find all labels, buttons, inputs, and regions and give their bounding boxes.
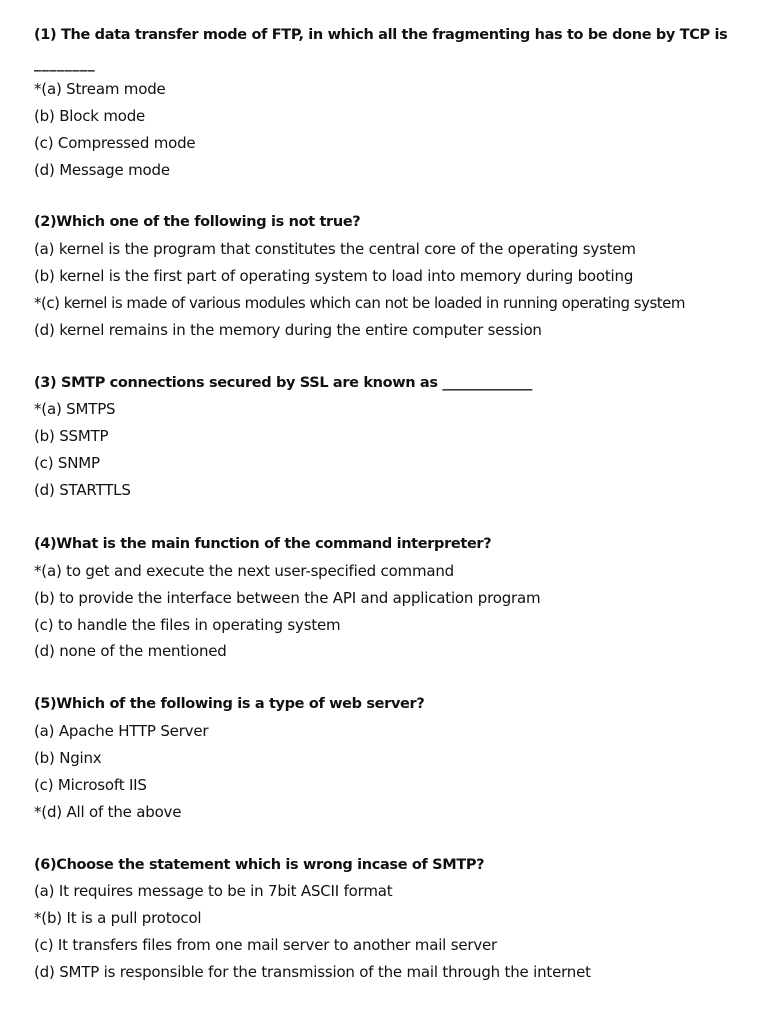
- question-2-prompt: (2)Which one of the following is not true?: [34, 214, 361, 230]
- question-1-option-b: (b) Block mode: [34, 107, 146, 125]
- question-4-option-a: *(a) to get and execute the next user-specified command: [34, 562, 454, 580]
- question-1-option-a: *(a) Stream mode: [34, 80, 166, 98]
- question-1-prompt: (1) The data transfer mode of FTP, in which all the fragmenting has to be done by TCP is: [34, 27, 728, 43]
- question-4-option-c: (c) to handle the files in operating system: [34, 616, 341, 634]
- question-1-option-d: (d) Message mode: [34, 161, 170, 179]
- question-2-option-c: *(c) kernel is made of various modules which can not be loaded in running operating system: [34, 294, 685, 312]
- question-3-option-d: (d) STARTTLS: [34, 481, 131, 499]
- question-3-option-c: (c) SNMP: [34, 454, 100, 472]
- question-5-option-a: (a) Apache HTTP Server: [34, 722, 209, 740]
- question-4-option-d: (d) none of the mentioned: [34, 642, 227, 660]
- question-3-prompt: (3) SMTP connections secured by SSL are known as _____________: [34, 375, 533, 391]
- question-6-option-b: *(b) It is a pull protocol: [34, 909, 202, 927]
- question-6-option-c: (c) It transfers files from one mail server to another mail server: [34, 936, 497, 954]
- question-5-prompt: (5)Which of the following is a type of web server?: [34, 696, 425, 712]
- question-2-option-b: (b) kernel is the first part of operating system to load into memory during booting: [34, 267, 634, 285]
- question-2-option-d: (d) kernel remains in the memory during the entire computer session: [34, 321, 542, 339]
- question-6-option-d: (d) SMTP is responsible for the transmission of the mail through the internet: [34, 963, 591, 981]
- question-1-option-c: (c) Compressed mode: [34, 134, 196, 152]
- question-4-option-b: (b) to provide the interface between the API and application program: [34, 589, 541, 607]
- question-5-option-c: (c) Microsoft IIS: [34, 776, 147, 794]
- question-5-option-d: *(d) All of the above: [34, 803, 182, 821]
- question-2-option-a: (a) kernel is the program that constitutes the central core of the operating system: [34, 240, 636, 258]
- question-6-prompt: (6)Choose the statement which is wrong incase of SMTP?: [34, 857, 485, 873]
- question-4-prompt: (4)What is the main function of the command interpreter?: [34, 536, 492, 552]
- question-5-option-b: (b) Nginx: [34, 749, 102, 767]
- question-1-blank: ________: [34, 56, 96, 72]
- question-3-option-b: (b) SSMTP: [34, 427, 109, 445]
- question-6-option-a: (a) It requires message to be in 7bit ASCII format: [34, 882, 393, 900]
- question-3-option-a: *(a) SMTPS: [34, 400, 116, 418]
